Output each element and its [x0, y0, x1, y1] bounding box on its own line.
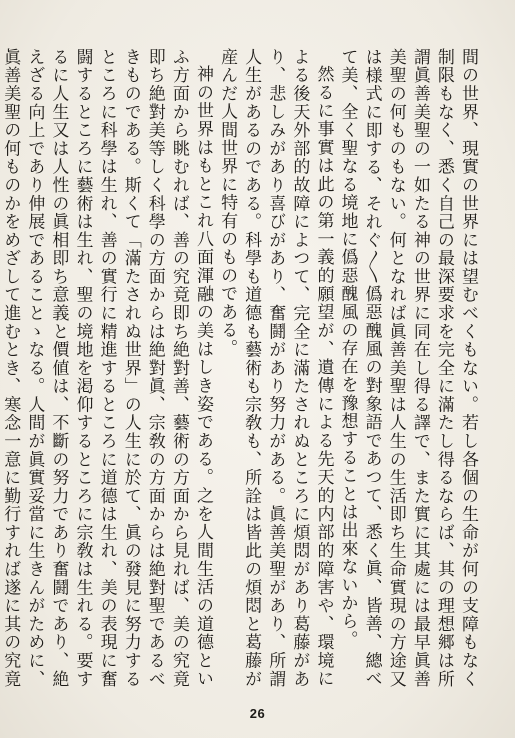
page-number: 26 [249, 706, 266, 721]
paragraph: 然るに事實は此の第一義的願望が、遺傳による先天的内部的障害や、環境による後天外部的故障によつて、完全に滿たされぬところに煩悶があり葛藤があり、悲しみがあり喜びがあり、奮鬪があり努力がある。眞善美聖があり、所謂人生があるのである。科學も道德も藝術も宗敎も、所詮は皆此の煩悶と葛藤が産んだ人間世界に特有のものである。 [217, 48, 334, 688]
body-text [0, 48, 480, 688]
paragraph: 神の世界はもとこれ八面渾融の美はしき姿である。之を人間生活の道德といふ方面から眺むれば、善の究竟即ち絶對善、藝術の方面から見れば、美の究竟即ち絶對美等しく科學の方面からは絶對眞、宗敎の方面からは絶對聖であるべきものである。斯くて「滿たされぬ世界」の人生に於て、眞の發見に努力するところに科學は生れ、善の實行に精進するところに道德は生れ、美の表現に奮闘するところに藝術は生れ、聖の境地を渇仰するところに宗敎は生れる。要するに人生又は人性の眞相即ち意義と價値は、不斷の努力であり奮鬪であり、絶えざる向上であり伸展であることゝなる。人間が眞實妥當に生きんがために、眞善美聖の何ものかをめざして進むとき、寒念一意に勤行すれば遂に其の究竟 [0, 48, 213, 688]
paragraph: 間の世界、現實の世界には望むべくもない。若し各個の生命が何の支障もなく制限もなく、悉く自己の最深要求を完全に滿たし得るならば、其の理想郷は所謂眞善美聖の一如たる神の世界に同在し得る譯で、また實に其處には最早眞善美聖の何ものもない。何となれば眞善美聖は人生の生活即ち生命實現の方途又は様式に即する、それぐ〳〵僞惡醜風の對象語であつて、悉く眞、皆善、總べて美、全く聖なる境地に僞惡醜風の存在を豫想することは出來ないから。 [337, 48, 478, 688]
